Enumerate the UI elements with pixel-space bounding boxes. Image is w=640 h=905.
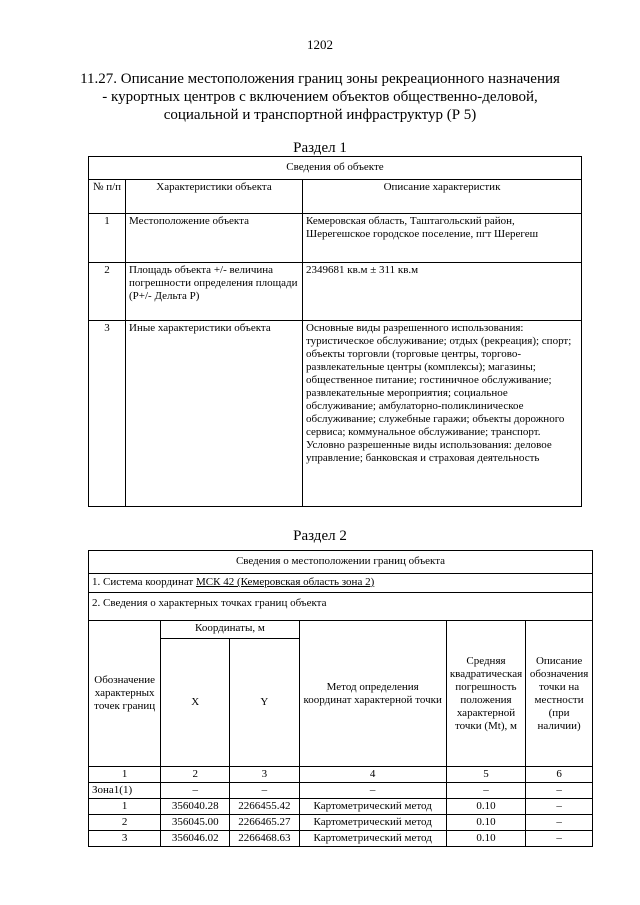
- zone-cell: –: [230, 783, 299, 799]
- point-y: 2266455.42: [230, 799, 299, 815]
- table-header-row: [89, 621, 593, 639]
- row-value: 2349681 кв.м ± 311 кв.м: [303, 263, 582, 321]
- point-id: 3: [89, 831, 161, 847]
- column-number: 3: [230, 767, 299, 783]
- zone-cell: –: [299, 783, 446, 799]
- header-method: Метод определения координат характерной точки: [299, 621, 446, 767]
- point-x: 356040.28: [161, 799, 230, 815]
- table-row: [89, 799, 593, 815]
- column-number: 4: [299, 767, 446, 783]
- zone-row: [89, 783, 593, 799]
- column-numbers-row: [89, 767, 593, 783]
- point-x: 356046.02: [161, 831, 230, 847]
- point-id: 1: [89, 799, 161, 815]
- zone-cell: –: [526, 783, 593, 799]
- table-row: [89, 831, 593, 847]
- section2-title: Раздел 2: [293, 528, 347, 544]
- boundary-points-table: [88, 550, 593, 847]
- zone-cell: –: [446, 783, 525, 799]
- row-name: Местоположение объекта: [126, 214, 303, 263]
- row-value: Основные виды разрешенного использования: туристическое обслуживание; отдых (рекреация); спорт; объекты торговли (торговые центры, торгово-развлекательные центры (комплексы); магазины; общественное питание; гостиничное обслуживание; развлекательные мероприятия; социальное обслуживание; амбулаторно-поликлиническое обслуживание; служебные гаражи; объекты дорожного сервиса; коммунальное обслуживание; транспорт. Условно разрешенные виды использования: деловое управление; банковская и страховая деятельность: [303, 321, 582, 507]
- object-info-table: [88, 156, 582, 507]
- points-title: 2. Сведения о характерных точках границ объекта: [89, 593, 593, 621]
- column-number: 5: [446, 767, 525, 783]
- point-y: 2266468.63: [230, 831, 299, 847]
- point-y: 2266465.27: [230, 815, 299, 831]
- point-error: 0.10: [446, 831, 525, 847]
- section1-title: Раздел 1: [293, 140, 347, 156]
- header-designation: Обозначение характерных точек границ: [89, 621, 161, 767]
- page-number: 1202: [307, 37, 333, 52]
- header-error: Средняя квадратическая погрешность положения характерной точки (Mt), м: [446, 621, 525, 767]
- header-description: Описание характеристик: [303, 180, 582, 214]
- table-row: [89, 214, 582, 263]
- column-number: 6: [526, 767, 593, 783]
- header-coordinates: Координаты, м: [161, 621, 299, 639]
- point-error: 0.10: [446, 799, 525, 815]
- row-name: Площадь объекта +/- величина погрешности определения площади (Р+/- Дельта Р): [126, 263, 303, 321]
- point-id: 2: [89, 815, 161, 831]
- table-title-row: [89, 551, 593, 574]
- header-num: № п/п: [89, 180, 126, 214]
- row-name: Иные характеристики объекта: [126, 321, 303, 507]
- header-x: X: [161, 639, 230, 767]
- coordinate-system-label: 1. Система координат: [92, 576, 194, 588]
- table-title: Сведения о местоположении границ объекта: [89, 551, 593, 574]
- zone-cell: –: [161, 783, 230, 799]
- points-title-row: [89, 593, 593, 621]
- zone-label: Зона1(1): [89, 783, 161, 799]
- point-method: Картометрический метод: [299, 799, 446, 815]
- row-num: 2: [89, 263, 126, 321]
- header-description: Описание обозначения точки на местности (при наличии): [526, 621, 593, 767]
- table-title: Сведения об объекте: [89, 157, 582, 180]
- point-description: –: [526, 815, 593, 831]
- point-x: 356045.00: [161, 815, 230, 831]
- row-num: 1: [89, 214, 126, 263]
- point-method: Картометрический метод: [299, 815, 446, 831]
- header-characteristics: Характеристики объекта: [126, 180, 303, 214]
- coordinate-system-name: МСК 42 (Кемеровская область зона 2): [195, 576, 375, 588]
- column-number: 2: [161, 767, 230, 783]
- table-header-row: [89, 180, 582, 214]
- coordinate-system-row: [89, 574, 593, 593]
- point-description: –: [526, 831, 593, 847]
- point-method: Картометрический метод: [299, 831, 446, 847]
- document-heading: 11.27. Описание местоположения границ зоны рекреационного назначения - курортных центров с включением объектов общественно-деловой, социальной и транспортной инфраструктур (Р 5): [80, 71, 560, 123]
- header-y: Y: [230, 639, 299, 767]
- row-num: 3: [89, 321, 126, 507]
- column-number: 1: [89, 767, 161, 783]
- table-row: [89, 263, 582, 321]
- table-title-row: [89, 157, 582, 180]
- table-row: [89, 321, 582, 507]
- point-description: –: [526, 799, 593, 815]
- coordinate-system: [89, 574, 593, 593]
- row-value: Кемеровская область, Таштагольский район, Шерегешское городское поселение, пгт Шерегеш: [303, 214, 582, 263]
- point-error: 0.10: [446, 815, 525, 831]
- table-row: [89, 815, 593, 831]
